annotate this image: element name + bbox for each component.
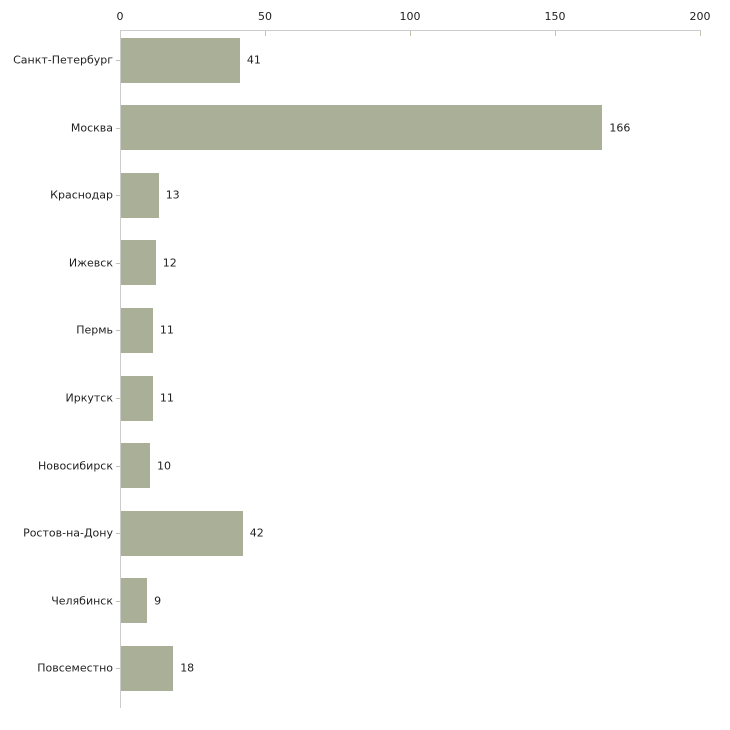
y-axis-tick [116, 398, 120, 399]
bar [121, 308, 153, 353]
value-label: 10 [157, 459, 171, 473]
value-label: 166 [609, 121, 631, 135]
bar [121, 511, 243, 556]
value-label: 13 [165, 188, 180, 202]
bar [121, 376, 153, 421]
bar [121, 578, 147, 623]
value-label: 11 [159, 323, 174, 337]
x-axis-tick-label: 150 [544, 10, 566, 23]
y-axis-tick [116, 330, 120, 331]
bar [121, 173, 159, 218]
value-label: 12 [162, 256, 177, 270]
bar [121, 240, 156, 285]
category-label: Пермь [76, 323, 113, 337]
value-label: 41 [246, 53, 261, 67]
value-label: 11 [159, 391, 174, 405]
x-axis-tick-label: 50 [258, 10, 272, 23]
category-label: Краснодар [50, 188, 113, 202]
x-axis-tick-label: 200 [689, 10, 711, 23]
y-axis-tick [116, 128, 120, 129]
y-axis-tick [116, 60, 120, 61]
x-axis-tick [410, 31, 411, 36]
x-axis-tick [265, 31, 266, 36]
category-label: Челябинск [51, 594, 113, 608]
y-axis-tick [116, 668, 120, 669]
x-axis-tick-label: 0 [116, 10, 124, 23]
y-axis-tick [116, 263, 120, 264]
category-label: Санкт-Петербург [13, 53, 113, 67]
category-label: Иркутск [65, 391, 113, 405]
category-label: Повсеместно [37, 661, 113, 675]
value-label: 42 [249, 526, 264, 540]
bar [121, 38, 240, 83]
bar [121, 443, 150, 488]
value-label: 18 [180, 661, 195, 675]
bar [121, 646, 173, 691]
y-axis-tick [116, 533, 120, 534]
y-axis-tick [116, 601, 120, 602]
category-label: Ижевск [68, 256, 113, 270]
y-axis-tick [116, 195, 120, 196]
bar [121, 105, 602, 150]
value-label: 9 [154, 594, 162, 608]
x-axis-tick [700, 31, 701, 36]
category-label: Москва [70, 121, 113, 135]
x-axis-tick-label: 100 [399, 10, 421, 23]
x-axis-tick [555, 31, 556, 36]
category-label: Ростов-на-Дону [23, 526, 113, 540]
category-label: Новосибирск [37, 459, 113, 473]
y-axis-tick [116, 466, 120, 467]
